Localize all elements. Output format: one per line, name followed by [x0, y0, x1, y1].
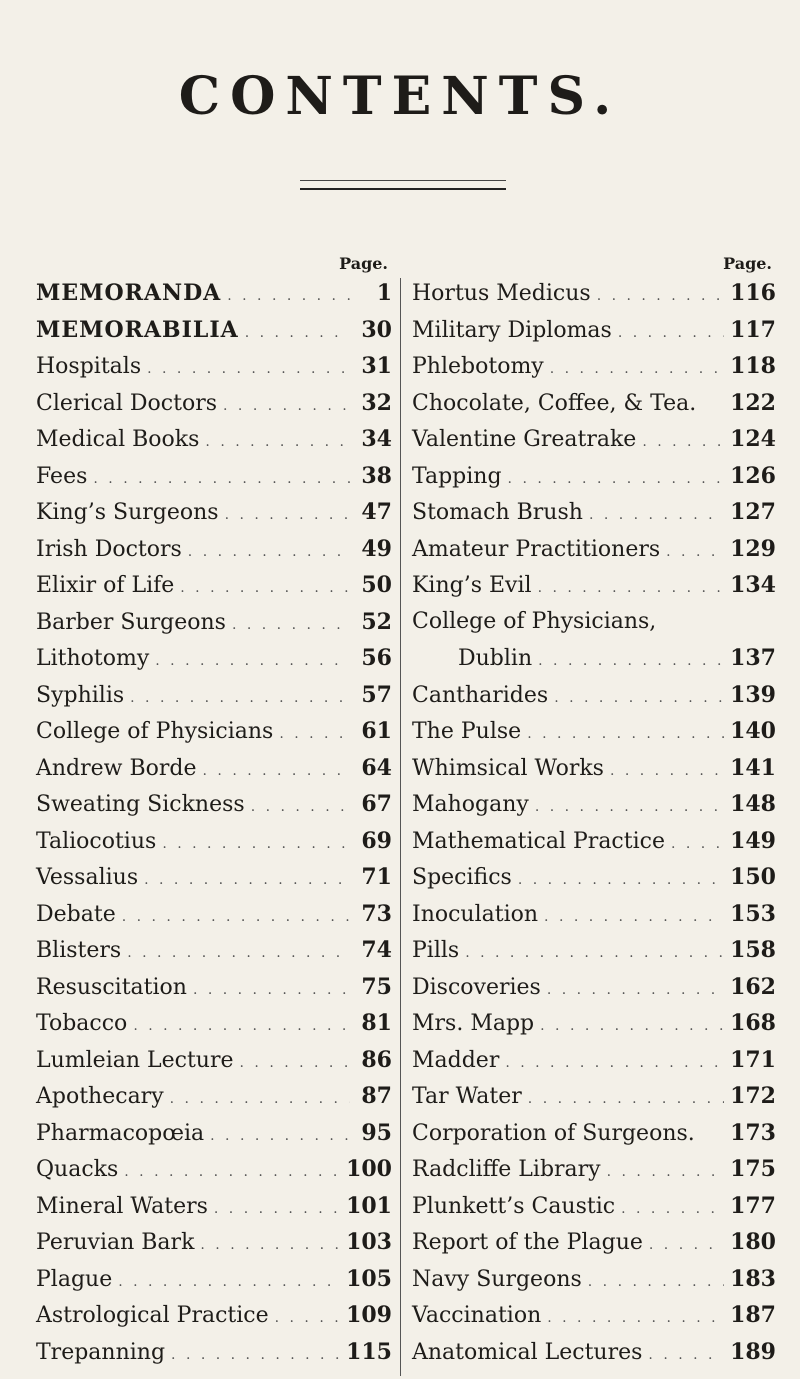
entry-title: Astrological Practice [36, 1303, 269, 1328]
entry-page-number: 50 [361, 572, 392, 598]
entry-title: Mahogany [412, 792, 529, 817]
contents-entry [412, 932, 776, 969]
entry-title: MEMORANDA [36, 280, 222, 306]
entry-title: Apothecary [36, 1084, 164, 1109]
dot-leader [147, 351, 350, 388]
entry-title: Hortus Medicus [412, 281, 591, 306]
dot-leader [203, 753, 350, 790]
entry-page-number: 75 [361, 973, 392, 1000]
entry-page-number: 67 [361, 791, 392, 817]
entry-page-number: 189 [730, 1338, 776, 1365]
entry-page-number: 73 [361, 900, 392, 927]
entry-title: Lumleian Lecture [36, 1047, 234, 1073]
dot-leader [240, 1045, 350, 1082]
dot-leader [597, 278, 724, 315]
entry-title: Stomach Brush [412, 500, 583, 525]
entry-title: Radcliffe Library [412, 1157, 601, 1182]
entry-title: Phlebotomy [412, 354, 544, 379]
entry-page-number: 47 [361, 499, 392, 525]
contents-entry [36, 1188, 392, 1225]
entry-page-number: 69 [361, 827, 392, 854]
contents-entry [412, 604, 776, 641]
contents-entry [36, 1005, 392, 1042]
entry-title: King’s Surgeons [36, 500, 219, 525]
entry-title: Military Diplomas [412, 317, 612, 343]
contents-entry [412, 421, 776, 458]
entry-title: Sweating Sickness [36, 792, 245, 817]
contents-entry [412, 458, 776, 495]
contents-entry [36, 1224, 392, 1261]
dot-leader [251, 789, 350, 826]
contents-entry [412, 750, 776, 787]
contents-entry [36, 531, 392, 568]
entry-page-number: 105 [346, 1265, 392, 1292]
contents-entry [36, 859, 392, 896]
entry-title: Resuscitation [36, 974, 187, 1000]
contents-entry [36, 932, 392, 969]
entry-page-number: 64 [361, 754, 392, 781]
contents-entry [412, 1115, 776, 1152]
entry-title: Pills [412, 938, 460, 963]
entry-title: Navy Surgeons [412, 1266, 582, 1292]
entry-title: Dublin [458, 646, 533, 671]
contents-entry [36, 677, 392, 714]
contents-entry [36, 1042, 392, 1079]
entry-page-number: 86 [361, 1046, 392, 1073]
entry-page-number: 71 [361, 864, 392, 890]
right-column [412, 253, 776, 1370]
entry-page-number: 109 [346, 1302, 392, 1328]
column-divider [400, 278, 401, 1376]
dot-leader [540, 1008, 724, 1045]
entry-title: Quacks [36, 1157, 119, 1182]
entry-page-number: 141 [730, 754, 776, 781]
entry-page-number: 1 [376, 280, 392, 306]
contents-entry [36, 458, 392, 495]
contents-entry [412, 385, 776, 422]
entry-page-number: 168 [730, 1010, 776, 1036]
dot-leader [162, 826, 350, 863]
contents-entry [36, 1078, 392, 1115]
entry-page-number: 129 [730, 535, 776, 562]
dot-leader [127, 935, 350, 972]
contents-entry [412, 713, 776, 750]
dot-leader [188, 534, 350, 571]
contents-entry [36, 1115, 392, 1152]
entry-title: Corporation of Surgeons. [412, 1120, 695, 1146]
entry-page-number: 95 [361, 1119, 392, 1146]
dot-leader [666, 534, 724, 571]
contents-entry [412, 1151, 776, 1188]
entry-title: Barber Surgeons [36, 609, 226, 635]
dot-leader [535, 789, 724, 826]
dot-leader [610, 753, 724, 790]
entry-title: Amateur Practitioners [412, 536, 661, 562]
contents-entry [36, 348, 392, 385]
entry-page-number: 49 [361, 535, 392, 562]
contents-entry [412, 1297, 776, 1334]
entry-title: Blisters [36, 938, 122, 963]
entry-title: Debate [36, 901, 116, 927]
dot-leader [528, 1081, 724, 1118]
entry-page-number: 173 [730, 1119, 776, 1146]
contents-entry [36, 567, 392, 604]
entry-title: Tapping [412, 463, 502, 489]
dot-leader [554, 680, 724, 717]
entry-page-number: 172 [730, 1083, 776, 1109]
entry-title: College of Physicians [36, 719, 274, 744]
entry-title: Madder [412, 1047, 500, 1073]
entry-title: Report of the Plague [412, 1230, 643, 1255]
entry-title: Fees [36, 463, 88, 489]
entry-title: Anatomical Lectures [412, 1339, 643, 1365]
contents-entry [412, 567, 776, 604]
entry-page-number: 57 [361, 681, 392, 708]
entry-page-number: 74 [361, 937, 392, 963]
dot-leader [170, 1081, 350, 1118]
contents-entry [36, 1151, 392, 1188]
entry-title: The Pulse [412, 719, 522, 744]
dot-leader [279, 716, 350, 753]
contents-entry [36, 1334, 392, 1371]
contents-entry [412, 1261, 776, 1298]
left-column [36, 253, 392, 1370]
entry-title: Valentine Greatrake [412, 427, 637, 452]
entry-title: Syphilis [36, 682, 125, 708]
dot-leader [642, 424, 724, 461]
title-rule [300, 180, 506, 190]
contents-entry [36, 786, 392, 823]
entry-title: Vessalius [36, 865, 139, 890]
entry-page-number: 30 [361, 316, 392, 343]
dot-leader [527, 716, 724, 753]
dot-leader [118, 1264, 340, 1301]
contents-entry [36, 896, 392, 933]
contents-entry [36, 385, 392, 422]
entry-page-number: 116 [730, 280, 776, 306]
contents-entry [412, 494, 776, 531]
contents-entry [36, 312, 392, 349]
dot-leader [214, 1191, 340, 1228]
entry-page-number: 118 [730, 353, 776, 379]
contents-entry [412, 859, 776, 896]
dot-leader [589, 497, 724, 534]
entry-title: Irish Doctors [36, 536, 182, 562]
dot-leader [205, 424, 350, 461]
contents-entry [412, 275, 776, 312]
dot-leader [155, 643, 350, 680]
entry-page-number: 171 [730, 1046, 776, 1073]
contents-entry [36, 969, 392, 1006]
entry-title: Plague [36, 1266, 113, 1292]
entry-page-number: 137 [730, 645, 776, 671]
contents-entry [412, 677, 776, 714]
entry-title: Elixir of Life [36, 573, 175, 598]
contents-entry [412, 786, 776, 823]
entry-page-number: 187 [730, 1302, 776, 1328]
contents-entry [36, 494, 392, 531]
entry-page-number: 180 [730, 1229, 776, 1255]
contents-entry [36, 823, 392, 860]
contents-entry [412, 896, 776, 933]
entry-page-number: 32 [361, 389, 392, 416]
page-column-heading-right: Page. [723, 254, 772, 273]
contents-entry [412, 640, 776, 677]
dot-leader [538, 570, 725, 607]
dot-leader [232, 607, 350, 644]
dot-leader [538, 643, 724, 680]
entry-page-number: 127 [730, 499, 776, 525]
dot-leader [550, 351, 724, 388]
entry-page-number: 101 [346, 1192, 392, 1219]
page-title: CONTENTS. [178, 66, 622, 127]
entry-title: Clerical Doctors [36, 390, 218, 416]
contents-entry [36, 421, 392, 458]
dot-leader [508, 461, 725, 498]
dot-leader [124, 1154, 340, 1191]
contents-entry [36, 1261, 392, 1298]
entry-title: Plunkett’s Caustic [412, 1193, 616, 1219]
entry-page-number: 100 [346, 1156, 392, 1182]
dot-leader [588, 1264, 724, 1301]
entry-page-number: 149 [730, 827, 776, 854]
dot-leader [223, 388, 350, 425]
entry-title: College of Physicians, [412, 608, 657, 634]
entry-page-number: 31 [361, 353, 392, 379]
dot-leader [180, 570, 350, 607]
contents-entry [36, 713, 392, 750]
entry-page-number: 115 [346, 1338, 392, 1365]
dot-leader [648, 1337, 724, 1374]
entry-page-number: 148 [730, 791, 776, 817]
entry-title: MEMORABILIA [36, 316, 239, 343]
contents-entry [412, 1188, 776, 1225]
entry-page-number: 117 [730, 316, 776, 343]
entry-title: Tobacco [36, 1011, 128, 1036]
contents-entry [36, 275, 392, 312]
dot-leader [618, 315, 724, 352]
entry-title: Cantharides [412, 682, 549, 708]
dot-leader [505, 1045, 724, 1082]
dot-leader [200, 1227, 340, 1264]
entry-title: Medical Books [36, 427, 200, 452]
contents-entry [36, 1297, 392, 1334]
entry-title: Chocolate, Coffee, & Tea. [412, 390, 697, 416]
entry-page-number: 124 [730, 426, 776, 452]
entry-page-number: 61 [361, 718, 392, 744]
dot-leader [671, 826, 724, 863]
entry-page-number: 162 [730, 973, 776, 1000]
dot-leader [225, 497, 350, 534]
contents-entry [412, 1042, 776, 1079]
right-entry-list [412, 275, 776, 1370]
page-column-heading-left: Page. [339, 254, 388, 273]
entry-page-number: 140 [730, 718, 776, 744]
contents-entry [36, 750, 392, 787]
entry-title: Whimsical Works [412, 755, 604, 781]
contents-entry [36, 640, 392, 677]
entry-title: Taliocotius [36, 828, 157, 854]
entry-page-number: 177 [730, 1192, 776, 1219]
dot-leader [227, 278, 350, 315]
dot-leader [465, 935, 724, 972]
dot-leader [544, 899, 724, 936]
entry-page-number: 38 [361, 462, 392, 489]
dot-leader [133, 1008, 350, 1045]
entry-page-number: 158 [730, 937, 776, 963]
entry-page-number: 153 [730, 900, 776, 927]
contents-entry [412, 312, 776, 349]
dot-leader [93, 461, 350, 498]
entry-title: Discoveries [412, 974, 541, 1000]
entry-page-number: 56 [361, 645, 392, 671]
entry-title: Mineral Waters [36, 1193, 208, 1219]
entry-page-number: 150 [730, 864, 776, 890]
dot-leader [171, 1337, 340, 1374]
entry-title: Mrs. Mapp [412, 1011, 535, 1036]
entry-title: Andrew Borde [36, 755, 197, 781]
entry-title: Inoculation [412, 901, 539, 927]
entry-page-number: 87 [361, 1083, 392, 1109]
entry-page-number: 175 [730, 1156, 776, 1182]
contents-entry [412, 823, 776, 860]
dot-leader [649, 1227, 724, 1264]
dot-leader [607, 1154, 724, 1191]
contents-entry [412, 348, 776, 385]
entry-page-number: 52 [361, 608, 392, 635]
contents-entry [412, 1334, 776, 1371]
dot-leader [210, 1118, 350, 1155]
entry-title: Lithotomy [36, 646, 150, 671]
entry-title: Specifics [412, 865, 512, 890]
contents-entry [412, 969, 776, 1006]
entry-title: Hospitals [36, 354, 142, 379]
dot-leader [144, 862, 350, 899]
entry-title: Pharmacopœia [36, 1120, 205, 1146]
contents-entry [412, 1224, 776, 1261]
entry-page-number: 103 [346, 1229, 392, 1255]
entry-title: Trepanning [36, 1339, 166, 1365]
entry-title: Mathematical Practice [412, 828, 665, 854]
contents-entry [412, 1078, 776, 1115]
dot-leader [547, 1300, 724, 1337]
contents-entry [412, 1005, 776, 1042]
dot-leader [518, 862, 724, 899]
entry-title: Tar Water [412, 1084, 522, 1109]
entry-title: King’s Evil [412, 573, 532, 598]
contents-entry [412, 531, 776, 568]
entry-title: Vaccination [412, 1303, 542, 1328]
dot-leader [621, 1191, 724, 1228]
dot-leader [547, 972, 724, 1009]
entry-page-number: 81 [361, 1010, 392, 1036]
dot-leader [275, 1300, 340, 1337]
contents-entry [36, 604, 392, 641]
dot-leader [122, 899, 350, 936]
left-entry-list [36, 275, 392, 1370]
entry-page-number: 183 [730, 1265, 776, 1292]
dot-leader [245, 315, 350, 352]
entry-page-number: 126 [730, 462, 776, 489]
entry-page-number: 34 [361, 426, 392, 452]
entry-page-number: 134 [730, 572, 776, 598]
entry-title: Peruvian Bark [36, 1230, 195, 1255]
dot-leader [193, 972, 350, 1009]
entry-page-number: 122 [730, 389, 776, 416]
entry-page-number: 139 [730, 681, 776, 708]
dot-leader [130, 680, 350, 717]
